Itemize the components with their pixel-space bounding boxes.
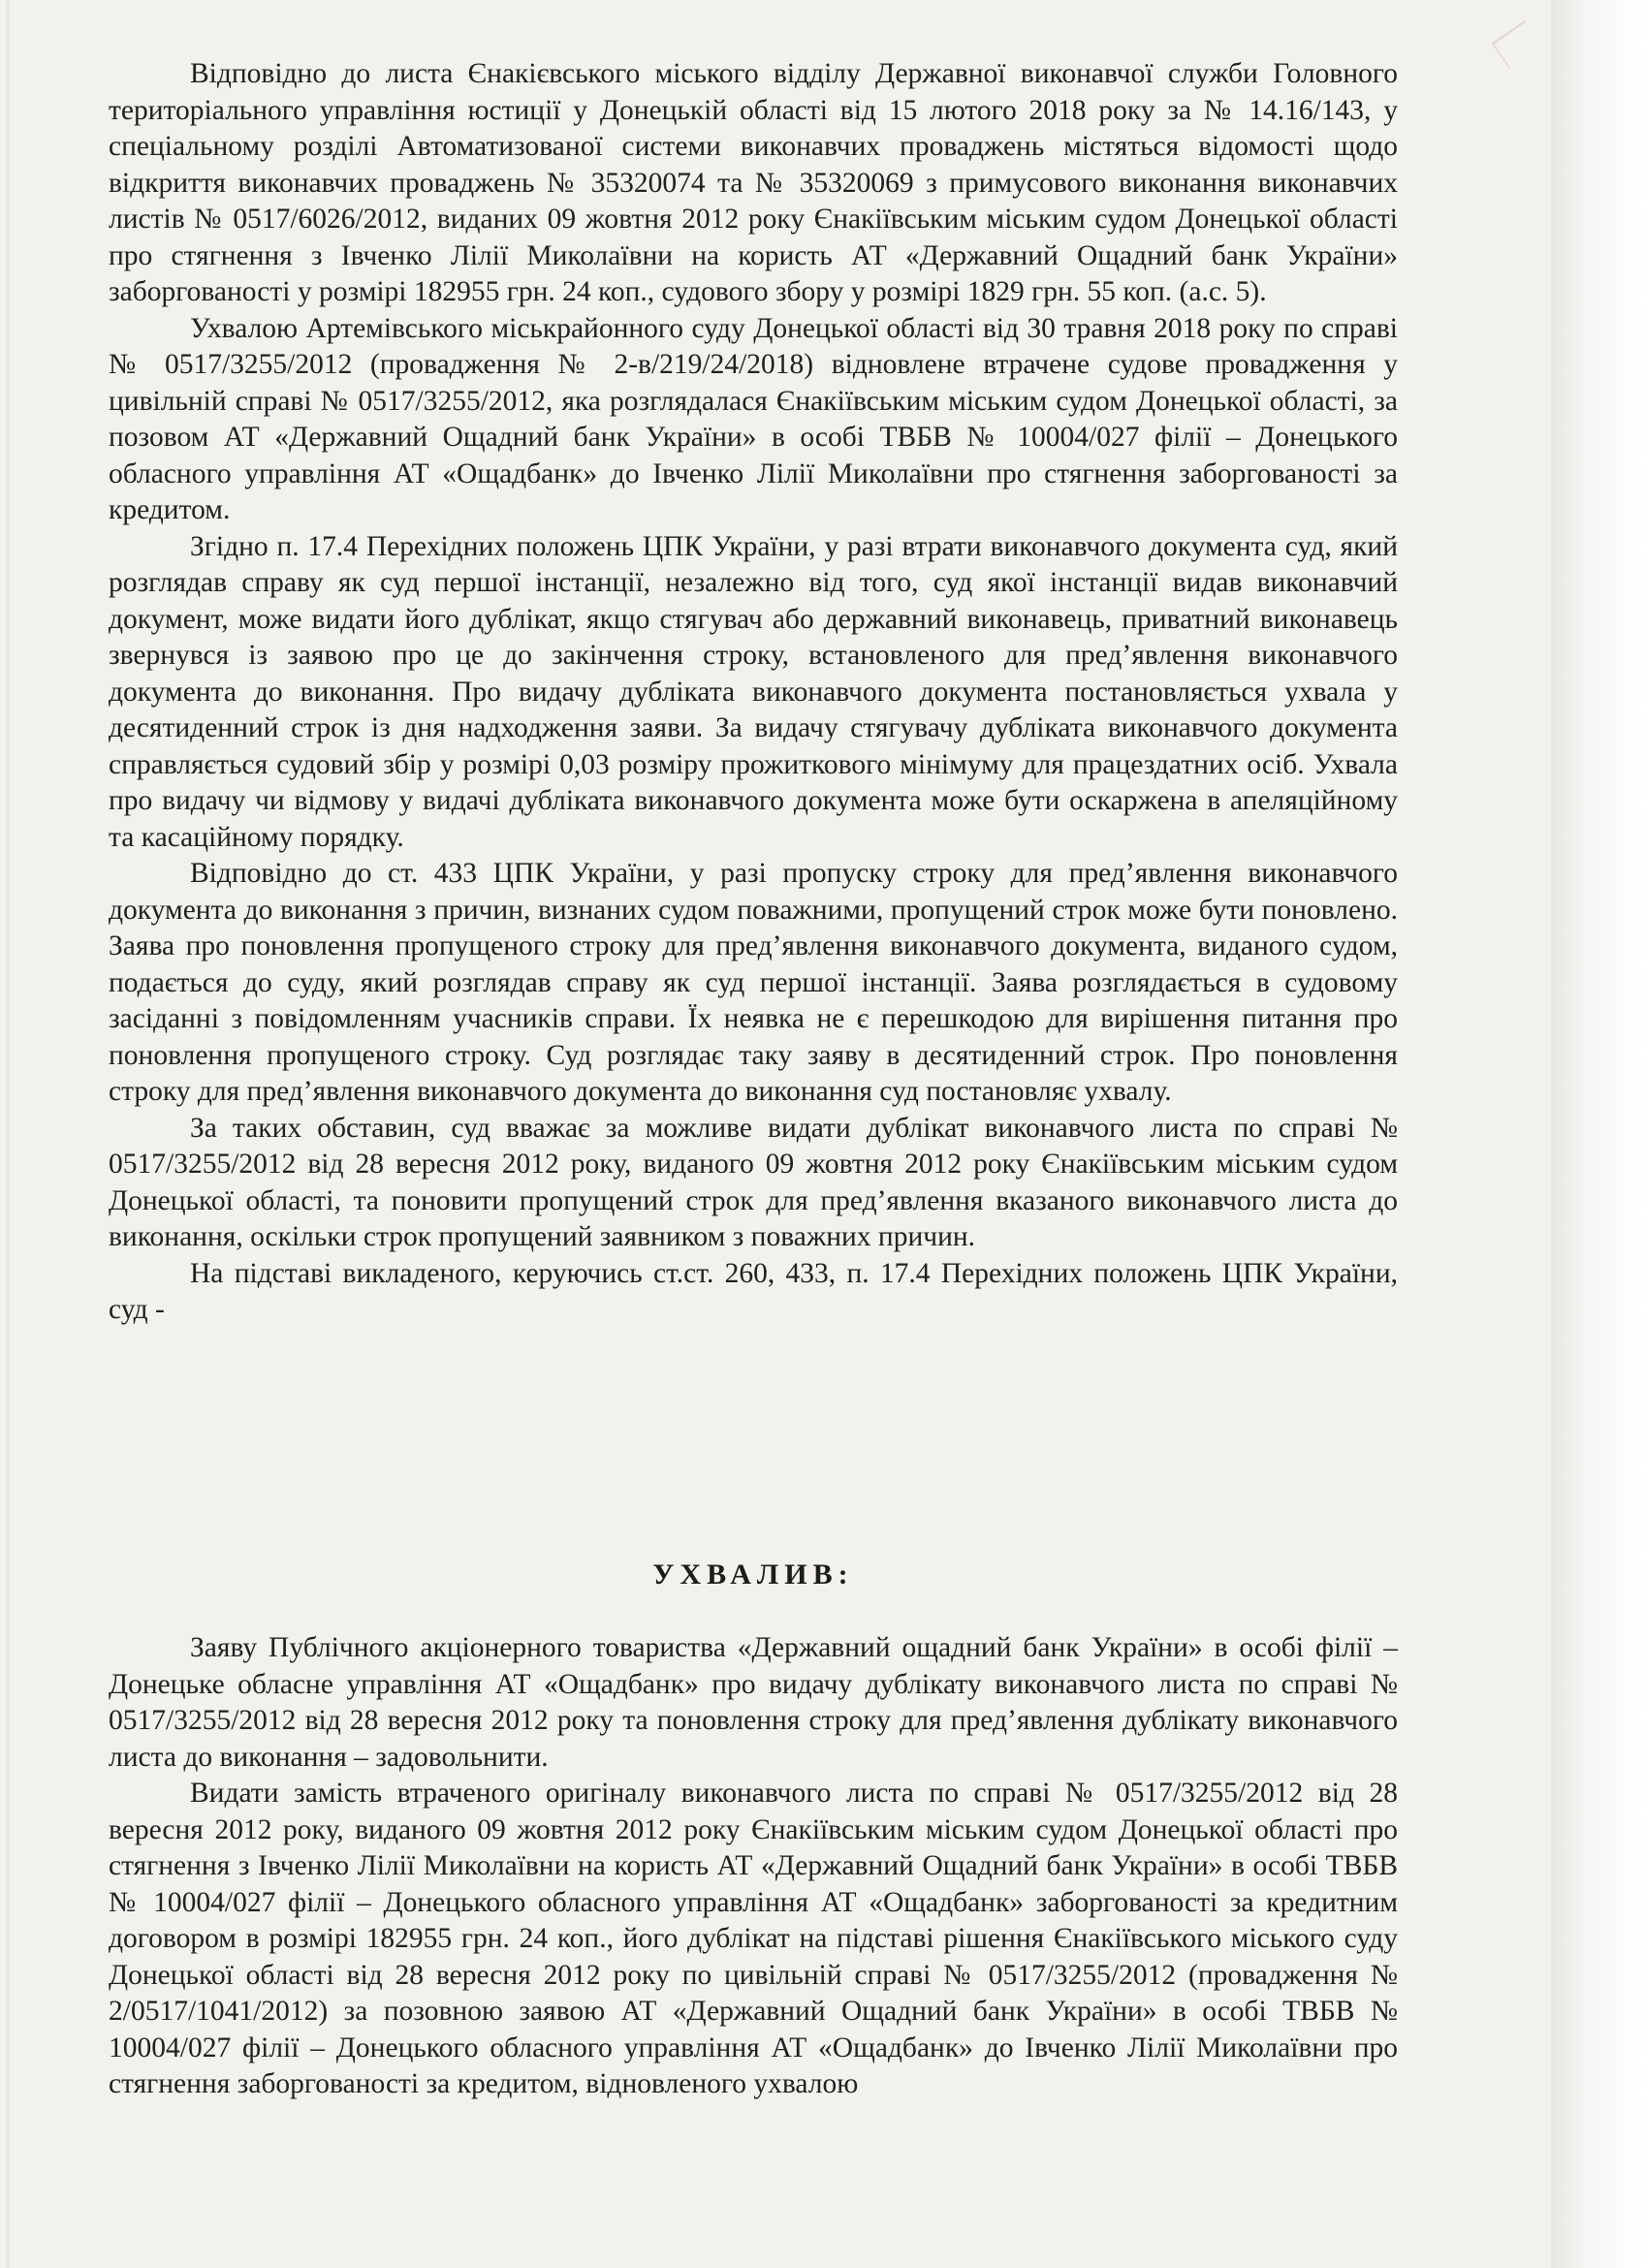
- resolution-paragraph-grant: Заяву Публічного акціонерного товариства «Державний ощадний банк України» в особі філії – Донецьке обласне управління АТ «Ощадбанк» про видачу дублікату виконавчого листа по справі № 0517/3255/2012 від 28 вересня 2012 року та поновлення строку для пред’явлення дублікату виконавчого листа до виконання – задовольнити.: [109, 1632, 1398, 1773]
- paragraph-transitional-provisions: Згідно п. 17.4 Перехідних положень ЦПК України, у разі втрати виконавчого документа суд, який розглядав справу як суд першої інстанції, незалежно від того, суд якої інстанції видав виконавчий документ, може видати його дублікат, якщо стягувач або державний виконавець, приватний виконавець звернувся із заявою про це до закінчення строку, встановленого для пред’явлення виконавчого документа до виконання. Про видачу дубліката виконавчого документа постановляється ухвала у десятиденний строк із дня надходження заяви. За видачу стягувачу дубліката виконавчого документа справляється судовий збір у розмірі 0,03 розміру прожиткового мінімуму для працездатних осіб. Ухвала про видачу чи відмову у видачі дубліката виконавчого документа може бути оскаржена в апеляційному та касаційному порядку.: [109, 530, 1398, 853]
- paper-fold-mark: [1492, 20, 1543, 69]
- resolution-heading: УХВАЛИВ:: [652, 1559, 854, 1591]
- resolution-paragraph-issue-duplicate: Видати замість втраченого оригіналу виконавчого листа по справі № 0517/3255/2012 від 28 вересня 2012 року, виданого 09 жовтня 2012 року Єнакіївським міським судом Донецької області про стягнення з Івченко Лілії Миколаївни на користь АТ «Державний Ощадний банк України» в особі ТВБВ № 10004/027 філії – Донецького обласного управління АТ «Ощадбанк» заборгованості за кредитним договором в розмірі 182955 грн. 24 коп., його дублікат на підставі рішення Єнакіївського міського суду Донецької області від 28 вересня 2012 року по цивільній справі № 0517/3255/2012 (провадження № 2/0517/1041/2012) за позовною заявою АТ «Державний Ощадний банк України» в особі ТВБВ № 10004/027 філії – Донецького обласного управління АТ «Ощадбанк» до Івченко Лілії Миколаївни про стягнення заборгованості за кредитом, відновленого ухвалою: [109, 1778, 1398, 2099]
- paragraph-article-433: Відповідно до ст. 433 ЦПК України, у разі пропуску строку для пред’явлення виконавчого документа до виконання з причин, визнаних судом поважними, пропущений строк може бути поновлено. Заява про поновлення пропущеного строку для пред’явлення виконавчого документа, виданого судом, подається до суду, який розглядав справу як суд першої інстанції. Заява розглядається в судовому засіданні з повідомленням учасників справи. Їх неявка не є перешкодою для вирішення питання про поновлення пропущеного строку. Суд розглядає таку заяву в десятиденний строк. Про поновлення строку для пред’явлення виконавчого документа до виконання суд постановляє ухвалу.: [109, 858, 1398, 1107]
- paragraph-enforcement-letter: Відповідно до листа Єнакієвського міського відділу Державної виконавчої служби Головного територіального управління юстиції у Донецькій області від 15 лютого 2018 року за № 14.16/143, у спеціальному розділі Автоматизованої системи виконавчих проваджень містяться відомості щодо відкриття виконавчих проваджень № 35320074 та № 35320069 з примусового виконання виконавчих листів № 0517/6026/2012, виданих 09 жовтня 2012 року Єнакіївським міським судом Донецької області про стягнення з Івченко Лілії Миколаївни на користь АТ «Державний Ощадний банк України» заборгованості у розмірі 182955 грн. 24 коп., судового збору у розмірі 1829 грн. 55 коп. (а.с. 5).: [109, 58, 1398, 307]
- scan-right-edge: [1551, 0, 1644, 2268]
- paragraph-court-conclusion: За таких обставин, суд вважає за можливе видати дублікат виконавчого листа по справі № 0517/3255/2012 від 28 вересня 2012 року, виданого 09 жовтня 2012 року Єнакіївським міським судом Донецької області, та поновити пропущений строк для пред’явлення вказаного виконавчого листа до виконання, оскільки строк пропущений заявником з поважних причин.: [109, 1112, 1398, 1252]
- body-text: [109, 56, 1398, 1329]
- paragraph-legal-basis: На підставі викладеного, керуючись ст.ст. 260, 433, п. 17.4 Перехідних положень ЦПК України, суд -: [109, 1257, 1398, 1325]
- resolution-text: [109, 1630, 1398, 2103]
- paragraph-restoration-ruling: Ухвалою Артемівського міськрайонного суду Донецької області від 30 травня 2018 року по справі № 0517/3255/2012 (провадження № 2-в/219/24/2018) відновлене втрачене судове провадження у цивільній справі № 0517/3255/2012, яка розглядалася Єнакіївським міським судом Донецької області, за позовом АТ «Державний Ощадний банк України» в особі ТВБВ № 10004/027 філії – Донецького обласного управління АТ «Ощадбанк» до Івченко Лілії Миколаївни про стягнення заборгованості за кредитом.: [109, 312, 1398, 525]
- scan-left-edge: [6, 0, 10, 2268]
